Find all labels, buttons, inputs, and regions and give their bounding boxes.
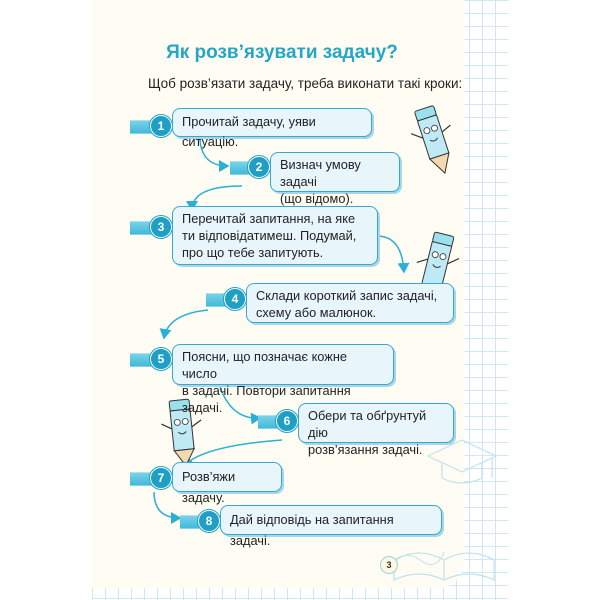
connector-7-8: [154, 492, 180, 518]
step-5-number: 5: [150, 348, 172, 370]
step-2-text-line: (що відомо).: [280, 191, 354, 206]
step-7-box: [172, 462, 282, 505]
open-book-icon: [394, 553, 494, 580]
step-8-box: [220, 505, 442, 548]
step-5-box: [172, 344, 394, 415]
step-8-text-line: Дай відповідь на запитання задачі.: [230, 512, 394, 548]
step-6-text-line: розв’язання задачі.: [308, 442, 423, 457]
step-6-box: [298, 403, 454, 457]
intro-text: Щоб розв’язати задачу, треба виконати такі кроки:: [148, 76, 463, 91]
connector-3-4: [377, 236, 404, 272]
step-7-number: 7: [150, 467, 172, 489]
step-5-text-line: в задачі. Повтори запитання задачі.: [182, 383, 351, 415]
textbook-page: [92, 0, 508, 600]
step-3-text-line: про що тебе запитують.: [182, 245, 324, 260]
decorative-swirl: [392, 552, 444, 566]
step-1-number: 1: [150, 115, 172, 137]
step-3-box: [172, 206, 378, 265]
step-4-text-line: Склади короткий запис задачі,: [256, 288, 438, 303]
step-3-text-line: ти відповідатимеш. Подумай,: [182, 228, 357, 243]
step-8-number: 8: [198, 510, 220, 532]
page-title: Як розв’язувати задачу?: [166, 42, 398, 63]
step-7-text-line: Розв’яжи задачу.: [182, 469, 236, 505]
step-4-text-line: схему або малюнок.: [256, 305, 377, 320]
step-2-box: [270, 152, 400, 206]
step-5-text-line: Поясни, що позначає кожне число: [182, 349, 348, 381]
pencil-mascot-icon: [405, 102, 464, 179]
step-3-text-line: Перечитай запитання, на яке: [182, 211, 356, 226]
step-1-text-line: Прочитай задачу, уяви ситуацію.: [182, 114, 316, 149]
step-1-box: [172, 108, 372, 149]
step-4-number: 4: [224, 288, 246, 310]
step-2-text-line: Визнач умову задачі: [280, 157, 361, 189]
step-2-number: 2: [248, 156, 270, 178]
step-4-box: [246, 283, 454, 323]
page-number: 3: [380, 556, 398, 574]
step-6-text-line: Обери та обґрунтуй дію: [308, 408, 427, 440]
step-6-number: 6: [276, 410, 298, 432]
connector-4-5: [164, 310, 208, 338]
step-3-number: 3: [150, 216, 172, 238]
